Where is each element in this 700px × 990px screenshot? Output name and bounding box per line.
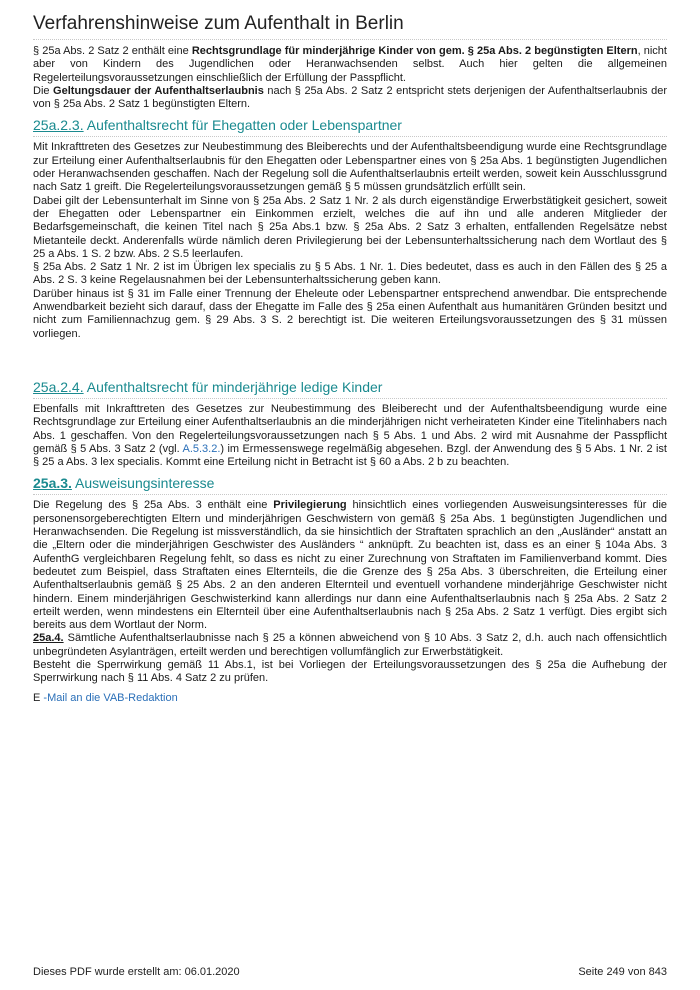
section-number-link[interactable]: 25a.3. [33,475,72,492]
page-title: Verfahrenshinweise zum Aufenthalt in Berlin [33,12,667,40]
paragraph [33,403,667,469]
text: ) im Ermessenswege regelmäßig abgesehen. Bzgl. der Anwendung des § 5 Abs. 1 Nr. 2 ist § 25 a Abs. 3 lex specialis. Kommt eine Erteilung nicht in Betracht ist § 60 a Abs. 2 b zu beachten. [33,442,667,469]
text: Die Regelung des § 25a Abs. 3 enthält eine [33,499,274,512]
footer-created-date: Dieses PDF wurde erstellt am: 06.01.2020 [33,966,240,978]
text: Ebenfalls mit Inkrafttreten des Gesetzes zur Neubestimmung des Bleiberecht und der Aufenthaltsbeendigung wurde eine Rechtsgrundlage zur Erteilung einer Aufenthaltserlaubnis an die minderjährigen nicht verheirateten Kinder eine Titelinhabers nach Abs. 1 geschaffen. Von den Regelerteilungsvoraussetzungen nach § 5 Abs. 1 und Abs. 2 wird mit Ausnahme der Passpflicht gemäß § 5 Abs. 3 Satz 2 (vgl. [33,402,667,455]
section-title: Aufenthaltsrecht für minderjährige ledige Kinder [83,378,383,395]
text: Sämtliche Aufenthaltserlaubnisse nach § 25 a können abweichend von § 10 Abs. 3 Satz 2, d.h. auch nach offensichtlich unbegründeten Asylanträgen, erteilt werden und berechtigen vollumfänglich zur Erwerbstätigkeit. [33,632,667,658]
paragraph: § 25a Abs. 2 Satz 1 Nr. 2 ist im Übrigen lex specialis zu § 5 Abs. 1 Nr. 1. Dies bedeutet, dass es auch in den Fällen des § 25 a Abs. 2 S. 3 keine Regelausnahmen bei der Lebensunterhaltssicherung geben kann. [33,261,667,287]
bold-text: Geltungsdauer der Aufenthaltserlaubnis [53,84,264,97]
paragraph [33,632,667,659]
text: nach § 25a Abs. 2 Satz 2 entspricht stets derjenigen der Aufenthaltserlaubnis der von § 25a Abs. 2 Satz 1 begünstigten Eltern. [33,84,667,111]
bold-text: Privilegierung [273,499,347,512]
paragraph: Dabei gilt der Lebensunterhalt im Sinne von § 25a Abs. 2 Satz 1 Nr. 2 als durch eigenständige Erwerbstätigkeit gesichert, soweit der Ehegatten oder Lebenspartner ein Einkommen erzielt, welches die auf ihn und alle anderen Mitglieder der Bedarfsgemeinschaft, die keinen Titel nach § 25a Abs.1 bzw. § 25a Abs. 2 Satz 3 erhalten, entfallenden Regelsätze nebst Mietanteile deckt. Anderenfalls würde nämlich deren Privilegierung bei der Lebensunterhaltssicherung nach dem Wortlaut des § 25 a Abs. 1 S. 2 bzw. Abs. 2 S.5 leerlaufen. [33,194,667,260]
section-heading-25a-2-3 [33,117,667,137]
section-number-link[interactable]: 25a.2.4. [33,378,84,395]
section-number-25a-4: 25a.4. [33,632,64,645]
paragraph: Darüber hinaus ist § 31 im Falle einer Trennung der Eheleute oder Lebenspartner entsprechend anwendbar. Die entsprechende Anwendbarkeit bezieht sich darauf, dass der Ehegatte im Falle des § 25a einen Aufenthalt aus humanitären Gründen besitzt und nicht zum Familiennachzug gem. § 29 Abs. 3 S. 2 berechtigt ist. Die weiteren Erteilungsvoraussetzungen des § 31 müssen vorliegen. [33,287,667,340]
cross-reference-link[interactable]: A.5.3.2. [182,442,221,455]
section-title: Ausweisungsinteresse [71,475,215,492]
mail-line [33,692,667,704]
text: , nicht aber von Kindern des Jugendlichen oder Heranwachsenden selbst. Auch hier gelten die allgemeinen Regelerteilungsvoraussetzungen einschließlich der Erfüllung der Passpflicht. [33,45,667,84]
text: § 25a Abs. 2 Satz 2 enthält eine [33,45,192,57]
section-heading-25a-3 [33,475,667,495]
text: Die [33,84,54,97]
paragraph: Mit Inkrafttreten des Gesetzes zur Neubestimmung des Bleiberechts und der Aufenthaltsbeendigung wurde eine Rechtsgrundlage zur Erteilung einer Aufenthaltserlaubnis für den Ehegatten oder Lebenspartner eines von § 25a Abs. 1 begünstigten Jugendlichen oder Heranwachsenden geschaffen. Nach der Regelung soll die Aufenthaltserlaubnis erteilt werden, soweit kein Ausschlussgrund nach Satz 1 greift. Die Regelerteilungsvoraussetzungen gemäß § 5 müssen grundsätzlich erfüllt sein. [33,141,667,194]
bold-text: Rechtsgrundlage für minderjährige Kinder von gem. § 25a Abs. 2 begünstigten Eltern [191,45,638,57]
intro-paragraph-1 [33,45,667,85]
intro-paragraph-2 [33,85,667,112]
mail-prefix: E [33,691,44,704]
page-footer [33,966,667,978]
paragraph: Besteht die Sperrwirkung gemäß 11 Abs.1, ist bei Vorliegen der Erteilungsvoraussetzungen des § 25a die Aufhebung der Sperrwirkung nach § 11 Abs. 4 Satz 2 zu prüfen. [33,658,667,685]
mail-link[interactable]: -Mail an die VAB-Redaktion [43,691,178,704]
section-heading-25a-2-4 [33,379,667,399]
text: hinsichtlich eines vorliegenden Ausweisungsinteresses für die personensorgeberechtigten Eltern und minderjährigen Geschwistern von gemäß § 25a Abs. 1 begünstigten Jugendlichen und Heranwachsenden. Die Regelung ist missverständlich, da sie hinsichtlich der Straftaten sprachlich an den „Ausländer“ anstatt an die „Eltern oder die minderjährigen Geschwister des Ausländers “ anknüpft. Zu beachten ist, dass es an einer § 104a Abs. 3 AufenthG vergleichbaren Regelung fehlt, so dass es nicht zu einer Zurechnung von Straftaten im Familienverband kommt. Dies bedeutet zum Beispiel, dass Straftaten eines Elternteils, die die Grenze des § 25a Abs. 3 überschreiten, die Erteilung einer Aufenthaltserlaubnis gemäß § 25 Abs. 2 an den anderen Elternteil und eventuell vorhandene minderjährige Geschwister nicht hindern. Einem minderjährigen Geschwisterkind kann allerdings nur dann eine Aufenthaltserlaubnis nach § 25a Abs. 2 Satz 2 erteilt werden, wenn mindestens ein Elternteil über eine Aufenthaltserlaubnis nach § 25a Abs. 2 Satz 1 verfügt. Dies ergibt sich bereits aus dem Wortlaut der Norm. [33,499,667,632]
footer-page-number: Seite 249 von 843 [578,966,667,978]
section-title: Aufenthaltsrecht für Ehegatten oder Lebenspartner [83,117,402,134]
page-content [33,12,667,704]
section-number-link[interactable]: 25a.2.3. [33,117,84,134]
paragraph [33,499,667,632]
